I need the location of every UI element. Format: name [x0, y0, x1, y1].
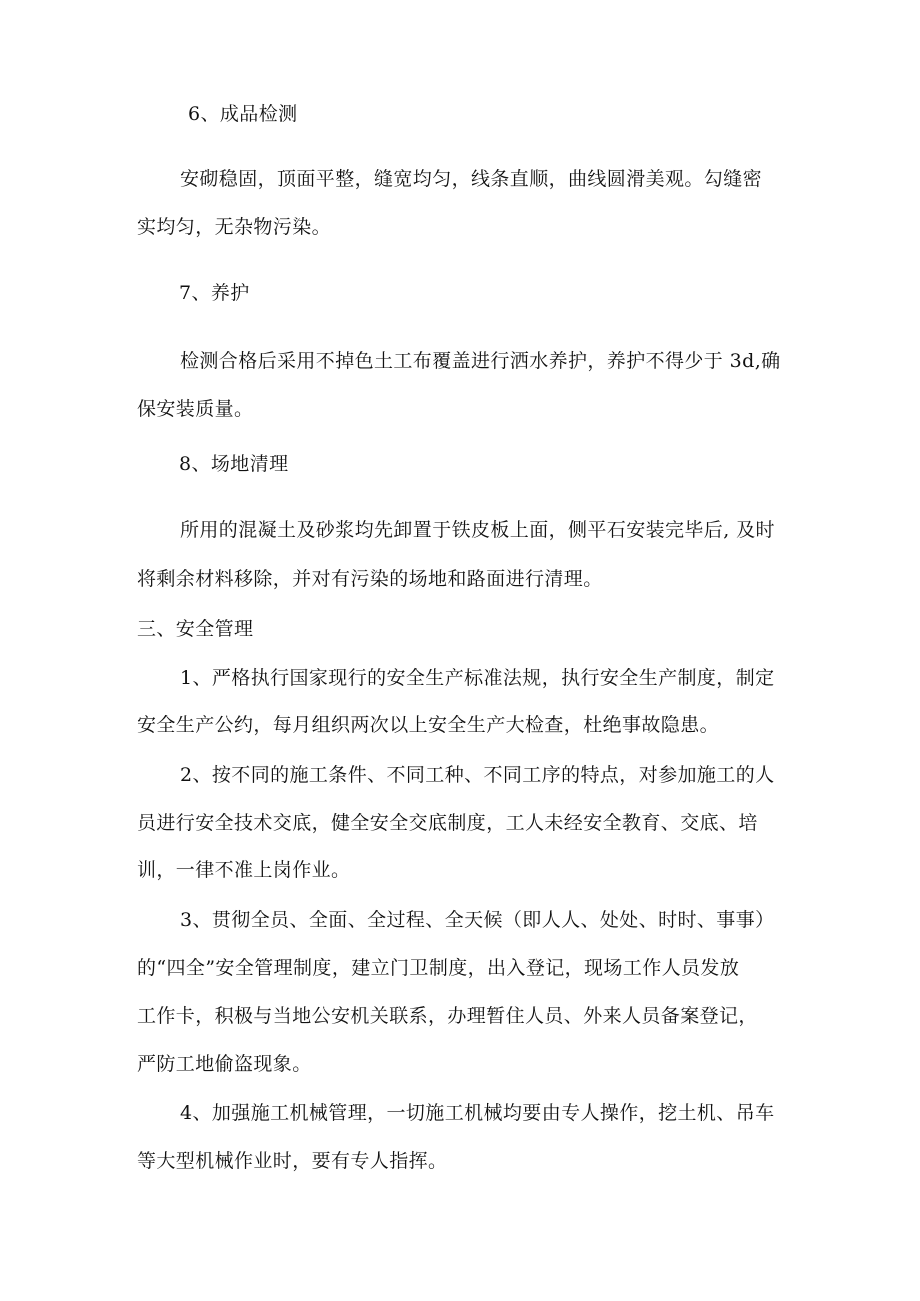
paragraph-line: 1、严格执行国家现行的安全生产标准法规，执行安全生产制度，制定 [180, 667, 775, 689]
paragraph-line: 的“四全”安全管理制度，建立门卫制度，出入登记，现场工作人员发放 [137, 957, 740, 979]
paragraph-line: 安全生产公约，每月组织两次以上安全生产大检查，杜绝事故隐患。 [137, 714, 720, 736]
paragraph-line: 2、按不同的施工条件、不同工种、不同工序的特点，对参加施工的人 [180, 764, 775, 786]
heading-curing: 7、养护 [179, 282, 250, 304]
paragraph-line: 员进行安全技术交底，健全安全交底制度，工人未经安全教育、交底、培 [137, 812, 758, 834]
paragraph-line: 等大型机械作业时，要有专人指挥。 [137, 1150, 448, 1172]
paragraph-line: 工作卡，积极与当地公安机关联系，办理暂住人员、外来人员备案登记， [137, 1005, 758, 1027]
heading-site-cleanup: 8、场地清理 [179, 453, 289, 475]
paragraph-line: 将剩余材料移除，并对有污染的场地和路面进行清理。 [137, 568, 603, 590]
heading-finished-product-inspection: 6、成品检测 [188, 103, 298, 125]
paragraph-line: 检测合格后采用不掉色土工布覆盖进行洒水养护，养护不得少于 3d,确 [180, 350, 781, 372]
paragraph-line: 训，一律不准上岗作业。 [137, 859, 351, 881]
paragraph-line: 4、加强施工机械管理，一切施工机械均要由专人操作，挖土机、吊车 [180, 1102, 775, 1124]
section-heading-safety-management: 三、安全管理 [137, 618, 254, 640]
paragraph-line: 严防工地偷盗现象。 [137, 1053, 312, 1075]
paragraph-line: 保安装质量。 [137, 398, 254, 420]
paragraph-line: 3、贯彻全员、全面、全过程、全天候（即人人、处处、时时、事事） [180, 909, 775, 931]
paragraph-line: 安砌稳固，顶面平整，缝宽均匀，线条直顺，曲线圆滑美观。勾缝密 [180, 168, 763, 190]
paragraph-line: 所用的混凝土及砂浆均先卸置于铁皮板上面，侧平石安装完毕后, 及时 [180, 519, 775, 541]
paragraph-line: 实均匀，无杂物污染。 [137, 216, 332, 238]
